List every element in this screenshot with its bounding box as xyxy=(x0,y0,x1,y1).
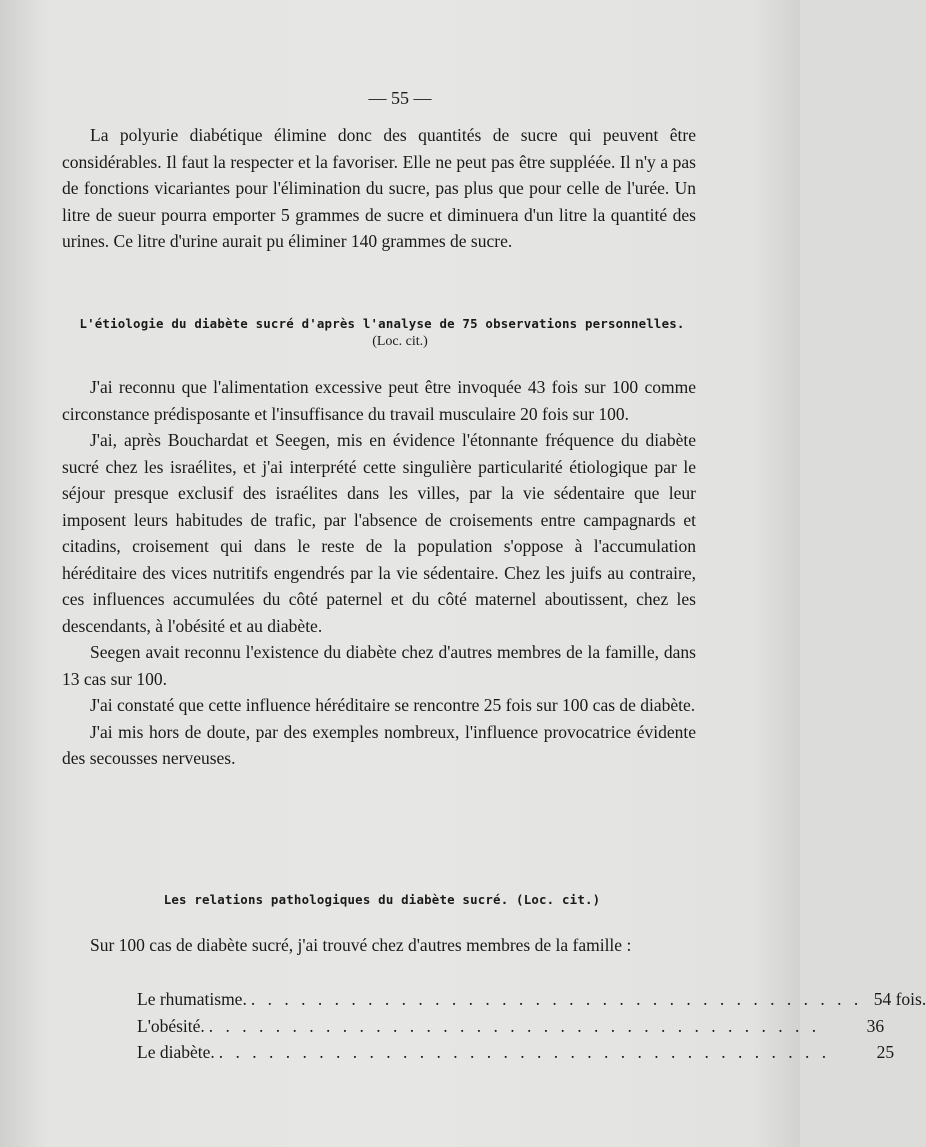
paragraph: J'ai, après Bouchardat et Seegen, mis en évidence l'étonnante fréquence du diabète sucré chez les israélites, et j'ai interprété cette singulière particularité étiologique par le séjour presque exclusif des israélites dans les villes, par la vie sédentaire que leur imposent leurs habitudes de trafic, par l'absence de croisements entre campagnards et citadins, croisement qui dans le reste de la population s'oppose à l'accumulation héréditaire des vices nutritifs engendrés par la vie sédentaire. Chez les juifs au contraire, ces influences accumulées du côté paternel et du côté maternel aboutissent, chez les descendants, à l'obésité et au diabète. xyxy=(62,430,696,636)
intro-paragraph-block xyxy=(62,122,696,255)
relations-list xyxy=(137,986,926,1066)
section1-body xyxy=(62,374,696,772)
list-item-label: Le rhumatisme. xyxy=(137,989,247,1009)
list-item-value: 54 fois. xyxy=(873,989,926,1009)
paragraph: Sur 100 cas de diabète sucré, j'ai trouvé chez d'autres membres de la famille : xyxy=(90,935,632,955)
section-heading-relations: Les relations pathologiques du diabète sucré. (Loc. cit.) xyxy=(163,892,601,907)
list-item-value: 25 xyxy=(876,1042,895,1062)
list-item xyxy=(137,1013,885,1040)
section2-body xyxy=(62,932,696,959)
leader-dots: . . . . . . . . . . . . . . . . . . . . . . . . . . . . . . . . . . . . . xyxy=(208,1015,821,1036)
paragraph: Seegen avait reconnu l'existence du diabète chez d'autres membres de la famille, dans 13 cas sur 100. xyxy=(62,642,696,689)
list-item xyxy=(137,986,926,1013)
page-number: — 55 — xyxy=(368,88,432,108)
list-item-label: Le diabète. xyxy=(137,1042,215,1062)
paragraph: J'ai constaté que cette influence héréditaire se rencontre 25 fois sur 100 cas de diabète. xyxy=(90,695,696,715)
section-heading-etiologie: L'étiologie du diabète sucré d'après l'analyse de 75 observations personnelles. xyxy=(79,316,685,331)
section-source-etiologie: (Loc. cit.) xyxy=(372,334,428,349)
leader-dots: . . . . . . . . . . . . . . . . . . . . . . . . . . . . . . . . . . . . . xyxy=(218,1042,831,1062)
paragraph: J'ai mis hors de doute, par des exemples nombreux, l'influence provocatrice évidente des secousses nerveuses. xyxy=(62,721,696,768)
intro-paragraph: La polyurie diabétique élimine donc des quantités de sucre qui peuvent être considérables. Il faut la respecter et la favoriser. Elle ne peut pas être suppléée. Il n'y a pas de fonctions vicariantes pour l'élimination du sucre, pas plus que pour celle de l'urée. Un litre de sueur pourra emporter 5 grammes de sucre et diminuera d'un litre la quantité des urines. Ce litre d'urine aurait pu éliminer 140 grammes de sucre. xyxy=(62,125,696,251)
paragraph: J'ai reconnu que l'alimentation excessive peut être invoquée 43 fois sur 100 comme circonstance prédisposante et l'insuffisance du travail musculaire 20 fois sur 100. xyxy=(62,377,696,424)
list-item-value: 36 xyxy=(866,1015,885,1036)
leader-dots: . . . . . . . . . . . . . . . . . . . . . . . . . . . . . . . . . . . . . xyxy=(250,989,863,1009)
list-item-label: L'obésité. xyxy=(137,1015,205,1036)
list-item xyxy=(137,1039,895,1066)
